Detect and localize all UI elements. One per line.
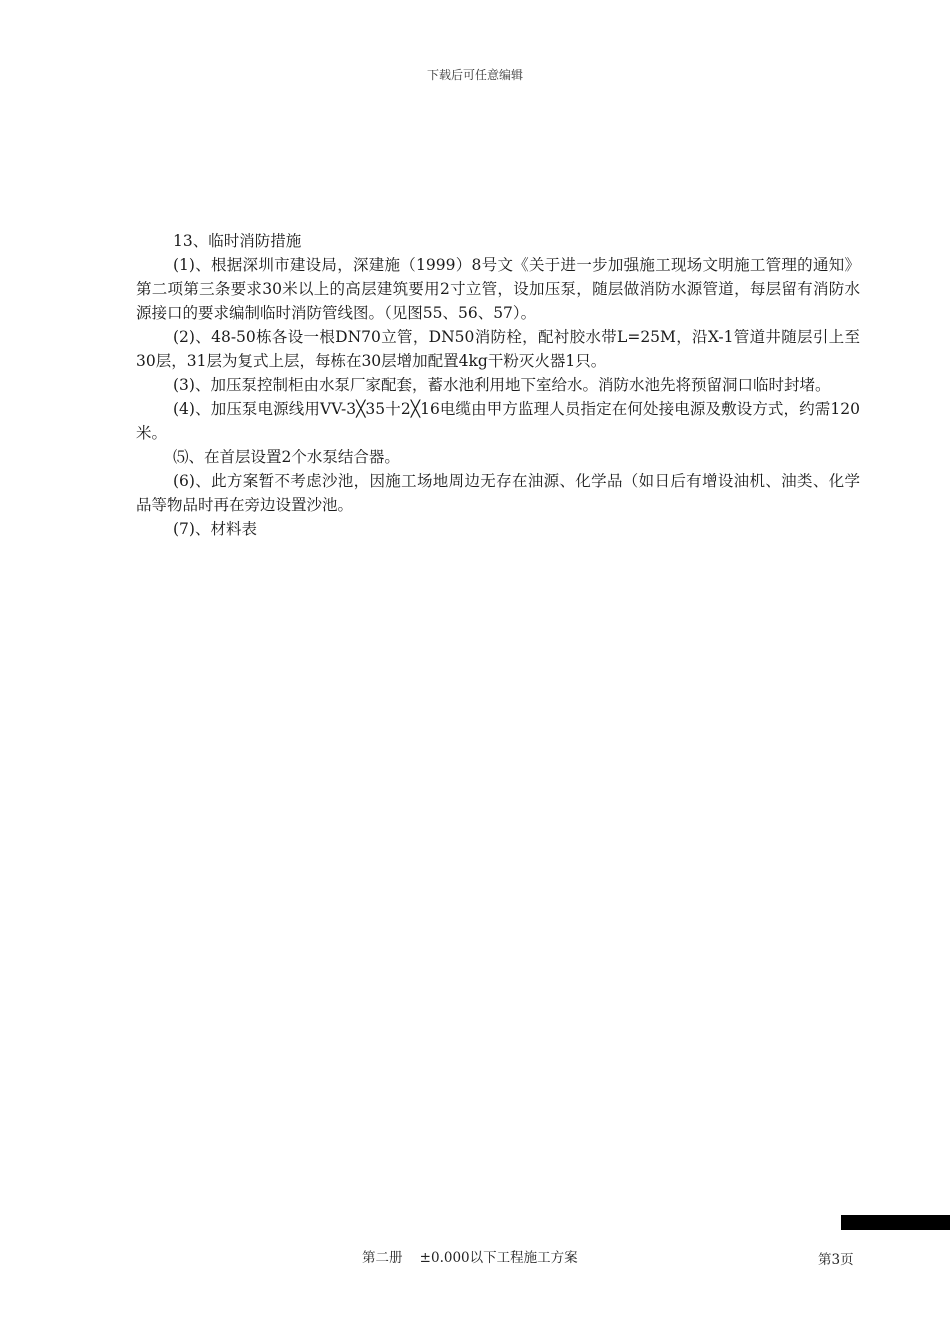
paragraph-7: (7)、材料表 (173, 520, 257, 538)
section-heading: 13、临时消防措施 (173, 232, 302, 250)
page-number: 第3页 (818, 1252, 854, 1268)
paragraph-4: (4)、加压泵电源线用VV-3╳35十2╳16电缆由甲方监理人员指定在何处接电源及敷设方式，约需120米。 (136, 400, 860, 442)
footer-black-bar (841, 1215, 950, 1230)
document-body (136, 229, 860, 541)
paragraph-1: (1)、根据深圳市建设局，深建施（1999）8号文《关于进一步加强施工现场文明施工管理的通知》第二项第三条要求30米以上的高层建筑要用2寸立管，设加压泵，随层做消防水源管道，每层留有消防水源接口的要求编制临时消防管线图。（见图55、56、57）。 (136, 256, 860, 322)
paragraph-2: (2)、48-50栋各设一根DN70立管，DN50消防栓，配衬胶水带L=25M，沿X-1管道井随层引上至30层，31层为复式上层，每栋在30层增加配置4kg干粉灭火器1只。 (136, 328, 860, 370)
paragraph-3: (3)、加压泵控制柜由水泵厂家配套，蓄水池利用地下室给水。消防水池先将预留洞口临时封堵。 (173, 376, 831, 394)
paragraph-6: (6)、此方案暂不考虑沙池，因施工场地周边无存在油源、化学品（如日后有增设油机、油类、化学品等物品时再在旁边设置沙池。 (136, 472, 860, 514)
header-note: 下载后可任意编辑 (426, 68, 523, 82)
footer-title: 第二册 ±0.000以下工程施工方案 (362, 1250, 578, 1266)
paragraph-5: ⑸、在首层设置2个水泵结合器。 (173, 448, 400, 466)
